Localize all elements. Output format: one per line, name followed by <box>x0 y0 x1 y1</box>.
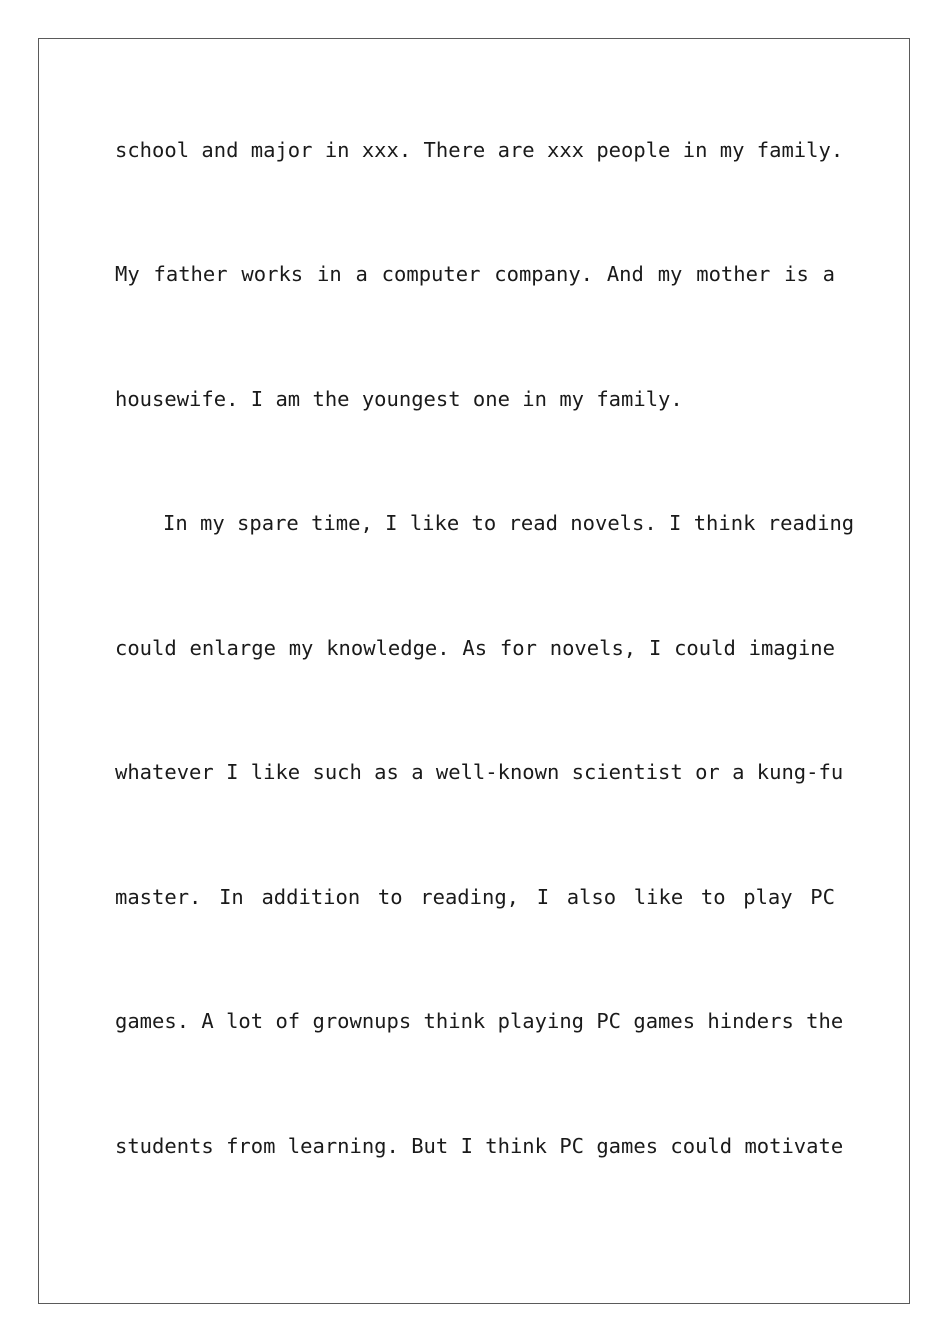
paragraph-line-1: school and major in xxx. There are xxx people in my family. <box>115 138 844 162</box>
paragraph-line-3: housewife. I am the youngest one in my family. <box>115 387 683 411</box>
paragraph-line-8: games. A lot of grownups think playing PC games hinders the <box>115 1009 844 1033</box>
paragraph-line-4: In my spare time, I like to read novels. I think reading <box>163 511 855 535</box>
paragraph-line-2: My father works in a computer company. And my mother is a <box>115 262 835 286</box>
paragraph-line-5: could enlarge my knowledge. As for novels, I could imagine <box>115 636 835 660</box>
page-border <box>38 38 910 1304</box>
paragraph-line-6: whatever I like such as a well-known scientist or a kung-fu <box>115 760 844 784</box>
paragraph-line-9: students from learning. But I think PC games could motivate <box>115 1134 844 1158</box>
paragraph-line-7: master. In addition to reading, I also like to play PC <box>115 885 835 909</box>
